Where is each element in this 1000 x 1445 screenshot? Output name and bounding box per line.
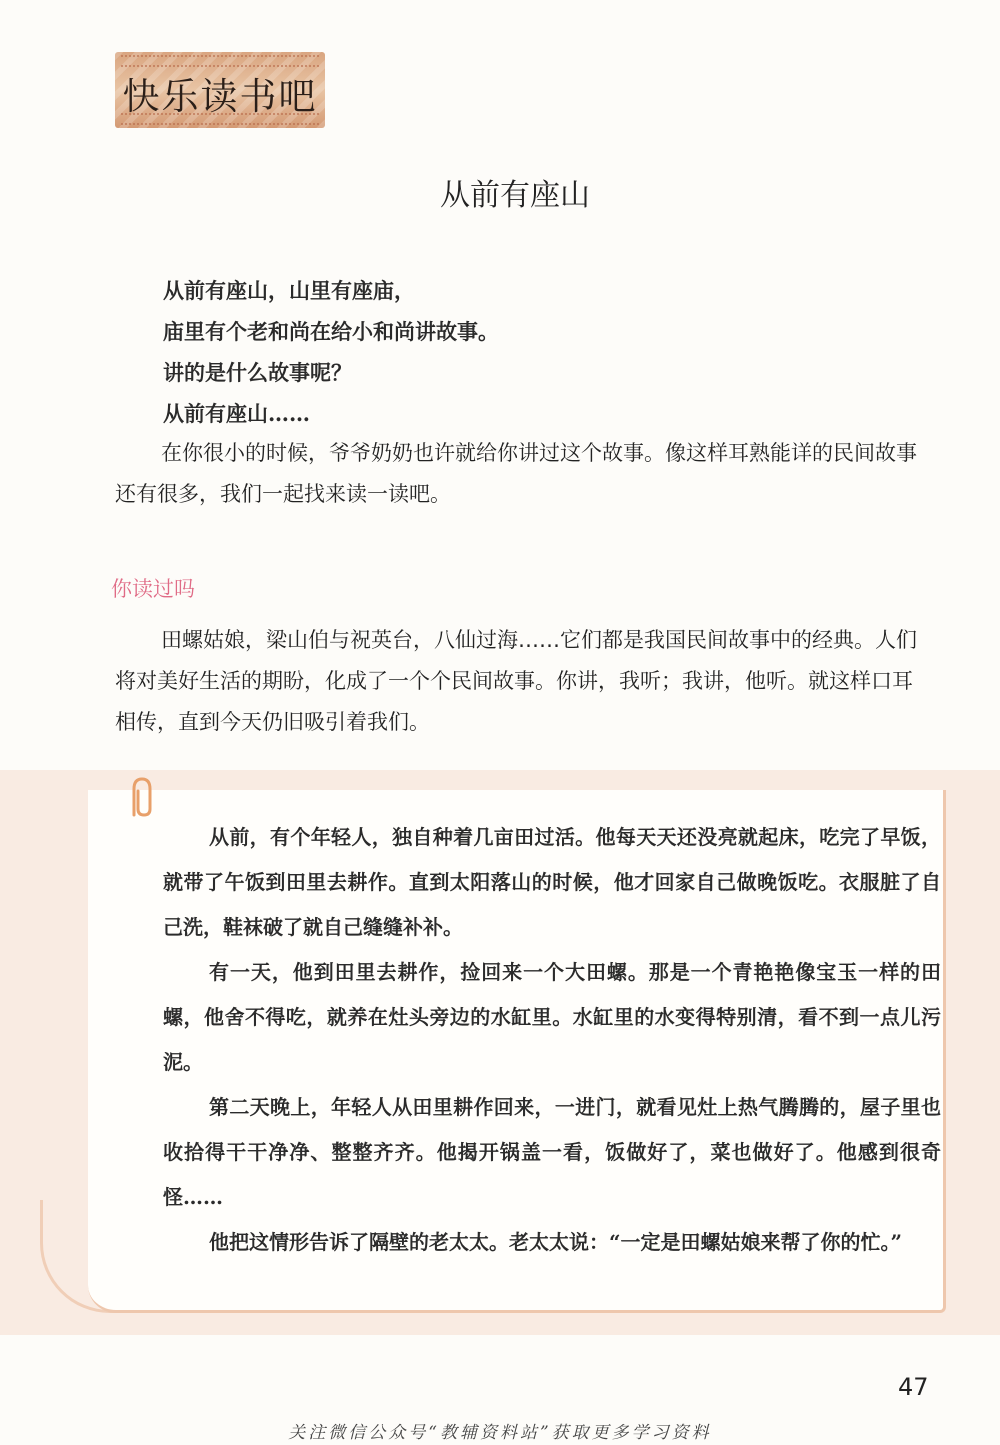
story-paragraph: 有一天，他到田里去耕作，捡回来一个大田螺。那是一个青艳艳像宝玉一样的田螺，他舍不得吃，就养在灶头旁边的水缸里。水缸里的水变得特别清，看不到一点儿污泥。 [163,960,941,1074]
section-paragraph: 田螺姑娘，梁山伯与祝英台，八仙过海……它们都是我国民间故事中的经典。人们将对美好生活的期盼，化成了一个个民间故事。你讲，我听；我讲，他听。就这样口耳相传，直到今天仍旧吸引着我们。 [115,628,917,734]
poem [163,270,499,434]
page-number: 47 [898,1373,929,1401]
footer-note: 关注微信公众号“教辅资料站”获取更多学习资料 [288,1423,712,1443]
intro-paragraph: 在你很小的时候，爷爷奶奶也许就给你讲过这个故事。像这样耳熟能详的民间故事还有很多，我们一起找来读一读吧。 [115,441,917,506]
poem-line: 从前有座山…… [163,401,310,426]
banner-decoration-bottom [121,113,319,125]
story-paragraph: 从前，有个年轻人，独自种着几亩田过活。他每天天还没亮就起床，吃完了早饭，就带了午饭到田里去耕作。直到太阳落山的时候，他才回家自己做晚饭吃。衣服脏了自己洗，鞋袜破了就自己缝缝补补。 [163,825,941,939]
section-banner [115,52,325,128]
article-title: 从前有座山 [440,178,590,213]
poem-line: 庙里有个老和尚在给小和尚讲故事。 [163,319,499,344]
poem-line: 从前有座山，山里有座庙， [163,278,415,303]
story-text [163,815,941,1265]
story-paragraph: 第二天晚上，年轻人从田里耕作回来，一进门，就看见灶上热气腾腾的，屋子里也收拾得干干净净、整整齐齐。他揭开锅盖一看，饭做好了，菜也做好了。他感到很奇怪…… [163,1095,941,1209]
story-paragraph: 他把这情形告诉了隔壁的老太太。老太太说：“一定是田螺姑娘来帮了你的忙。” [209,1230,903,1254]
paperclip-icon [124,775,160,819]
banner-title: 快乐读书吧 [122,75,318,118]
poem-line: 讲的是什么故事呢？ [163,360,352,385]
section-heading: 你读过吗 [111,577,195,601]
